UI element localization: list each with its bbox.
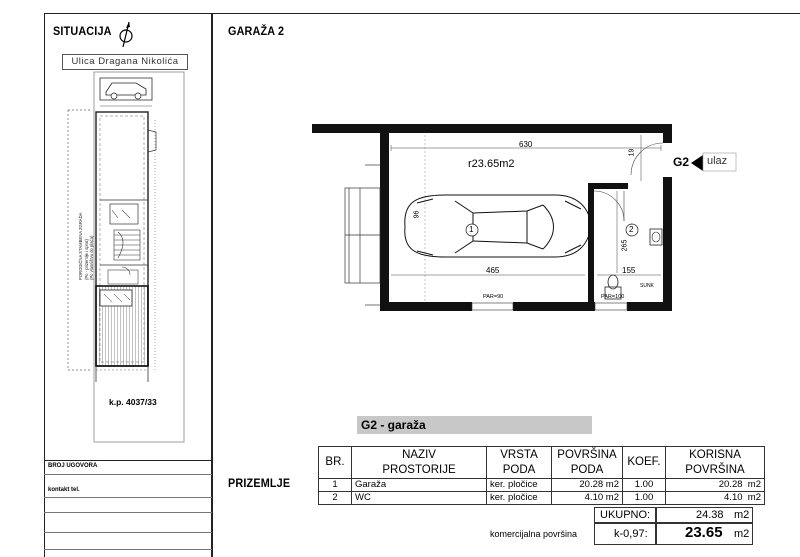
col-name-header: NAZIV PROSTORIJE xyxy=(352,447,487,479)
door-label-1: PAR=90 xyxy=(483,294,504,300)
column-divider xyxy=(211,13,213,557)
side-note-1: PORODIČNA STAMBENA ZGRADA xyxy=(78,212,83,280)
table-row: 2 WC ker. pločice 4.10 m2 1.00 4.10 m2 xyxy=(319,492,765,505)
total-value: 24.38 xyxy=(696,509,724,521)
car-marker: 1 xyxy=(469,225,474,234)
wc-marker: 2 xyxy=(629,225,634,234)
commercial-value: 23.65 xyxy=(685,524,723,541)
plan-title: GARAŽA 2 xyxy=(228,24,285,38)
col-no-header: BR. xyxy=(319,447,352,479)
room-area-label: r23.65m2 xyxy=(468,158,515,170)
dim-465: 465 xyxy=(486,266,500,275)
col-floor-header: VRSTA PODA xyxy=(487,447,552,479)
col-useful-header: KORISNA POVRŠINA xyxy=(666,447,765,479)
form-line-3 xyxy=(44,532,212,533)
commercial-unit: m2 xyxy=(734,528,750,540)
north-arrow-icon xyxy=(117,18,135,48)
dim-19: 19 xyxy=(628,148,636,157)
site-plan xyxy=(60,70,200,450)
total-label: UKUPNO: xyxy=(600,509,651,521)
dim-top: 630 xyxy=(519,140,533,149)
coef-label: k-0,97: xyxy=(614,528,648,540)
table-header-row xyxy=(319,447,765,479)
dim-155: 155 xyxy=(622,266,636,275)
dim-96: 96 xyxy=(413,210,421,219)
section-title: G2 - garaža xyxy=(357,416,592,434)
unit-code: G2 xyxy=(673,155,690,169)
form-top-line xyxy=(44,460,212,461)
situation-title: SITUACIJA xyxy=(53,24,112,38)
parcel-number: k.p. 4037/33 xyxy=(109,397,157,407)
floor-label: PRIZEMLJE xyxy=(228,476,291,490)
form-line-1 xyxy=(44,497,212,498)
street-name: Ulica Dragana Nikolića xyxy=(62,54,188,70)
contract-line xyxy=(44,474,212,475)
room-table xyxy=(318,446,765,505)
table-row: 1 Garaža ker. pločice 20.28 m2 1.00 20.28 m2 xyxy=(319,479,765,492)
side-note-2: (Po - prizemlje i sprat) xyxy=(84,239,89,280)
form-line-4 xyxy=(44,549,212,550)
door-label-2: PAR=100 xyxy=(601,294,625,300)
side-note-3: (Po vlasništvu do plaća) xyxy=(89,235,94,280)
col-coef-header: KOEF. xyxy=(623,447,666,479)
commercial-label: komercijalna površina xyxy=(490,529,578,539)
contract-label: BROJ UGOVORA xyxy=(48,463,98,469)
contact-label: kontakt tel. xyxy=(48,487,80,493)
sink-label: SUNK xyxy=(640,283,654,289)
entrance-label: ulaz xyxy=(707,155,728,167)
col-area-header: POVRŠINA PODA xyxy=(552,447,623,479)
form-line-2 xyxy=(44,512,212,513)
total-unit: m2 xyxy=(734,509,750,521)
dim-265: 265 xyxy=(621,239,629,252)
